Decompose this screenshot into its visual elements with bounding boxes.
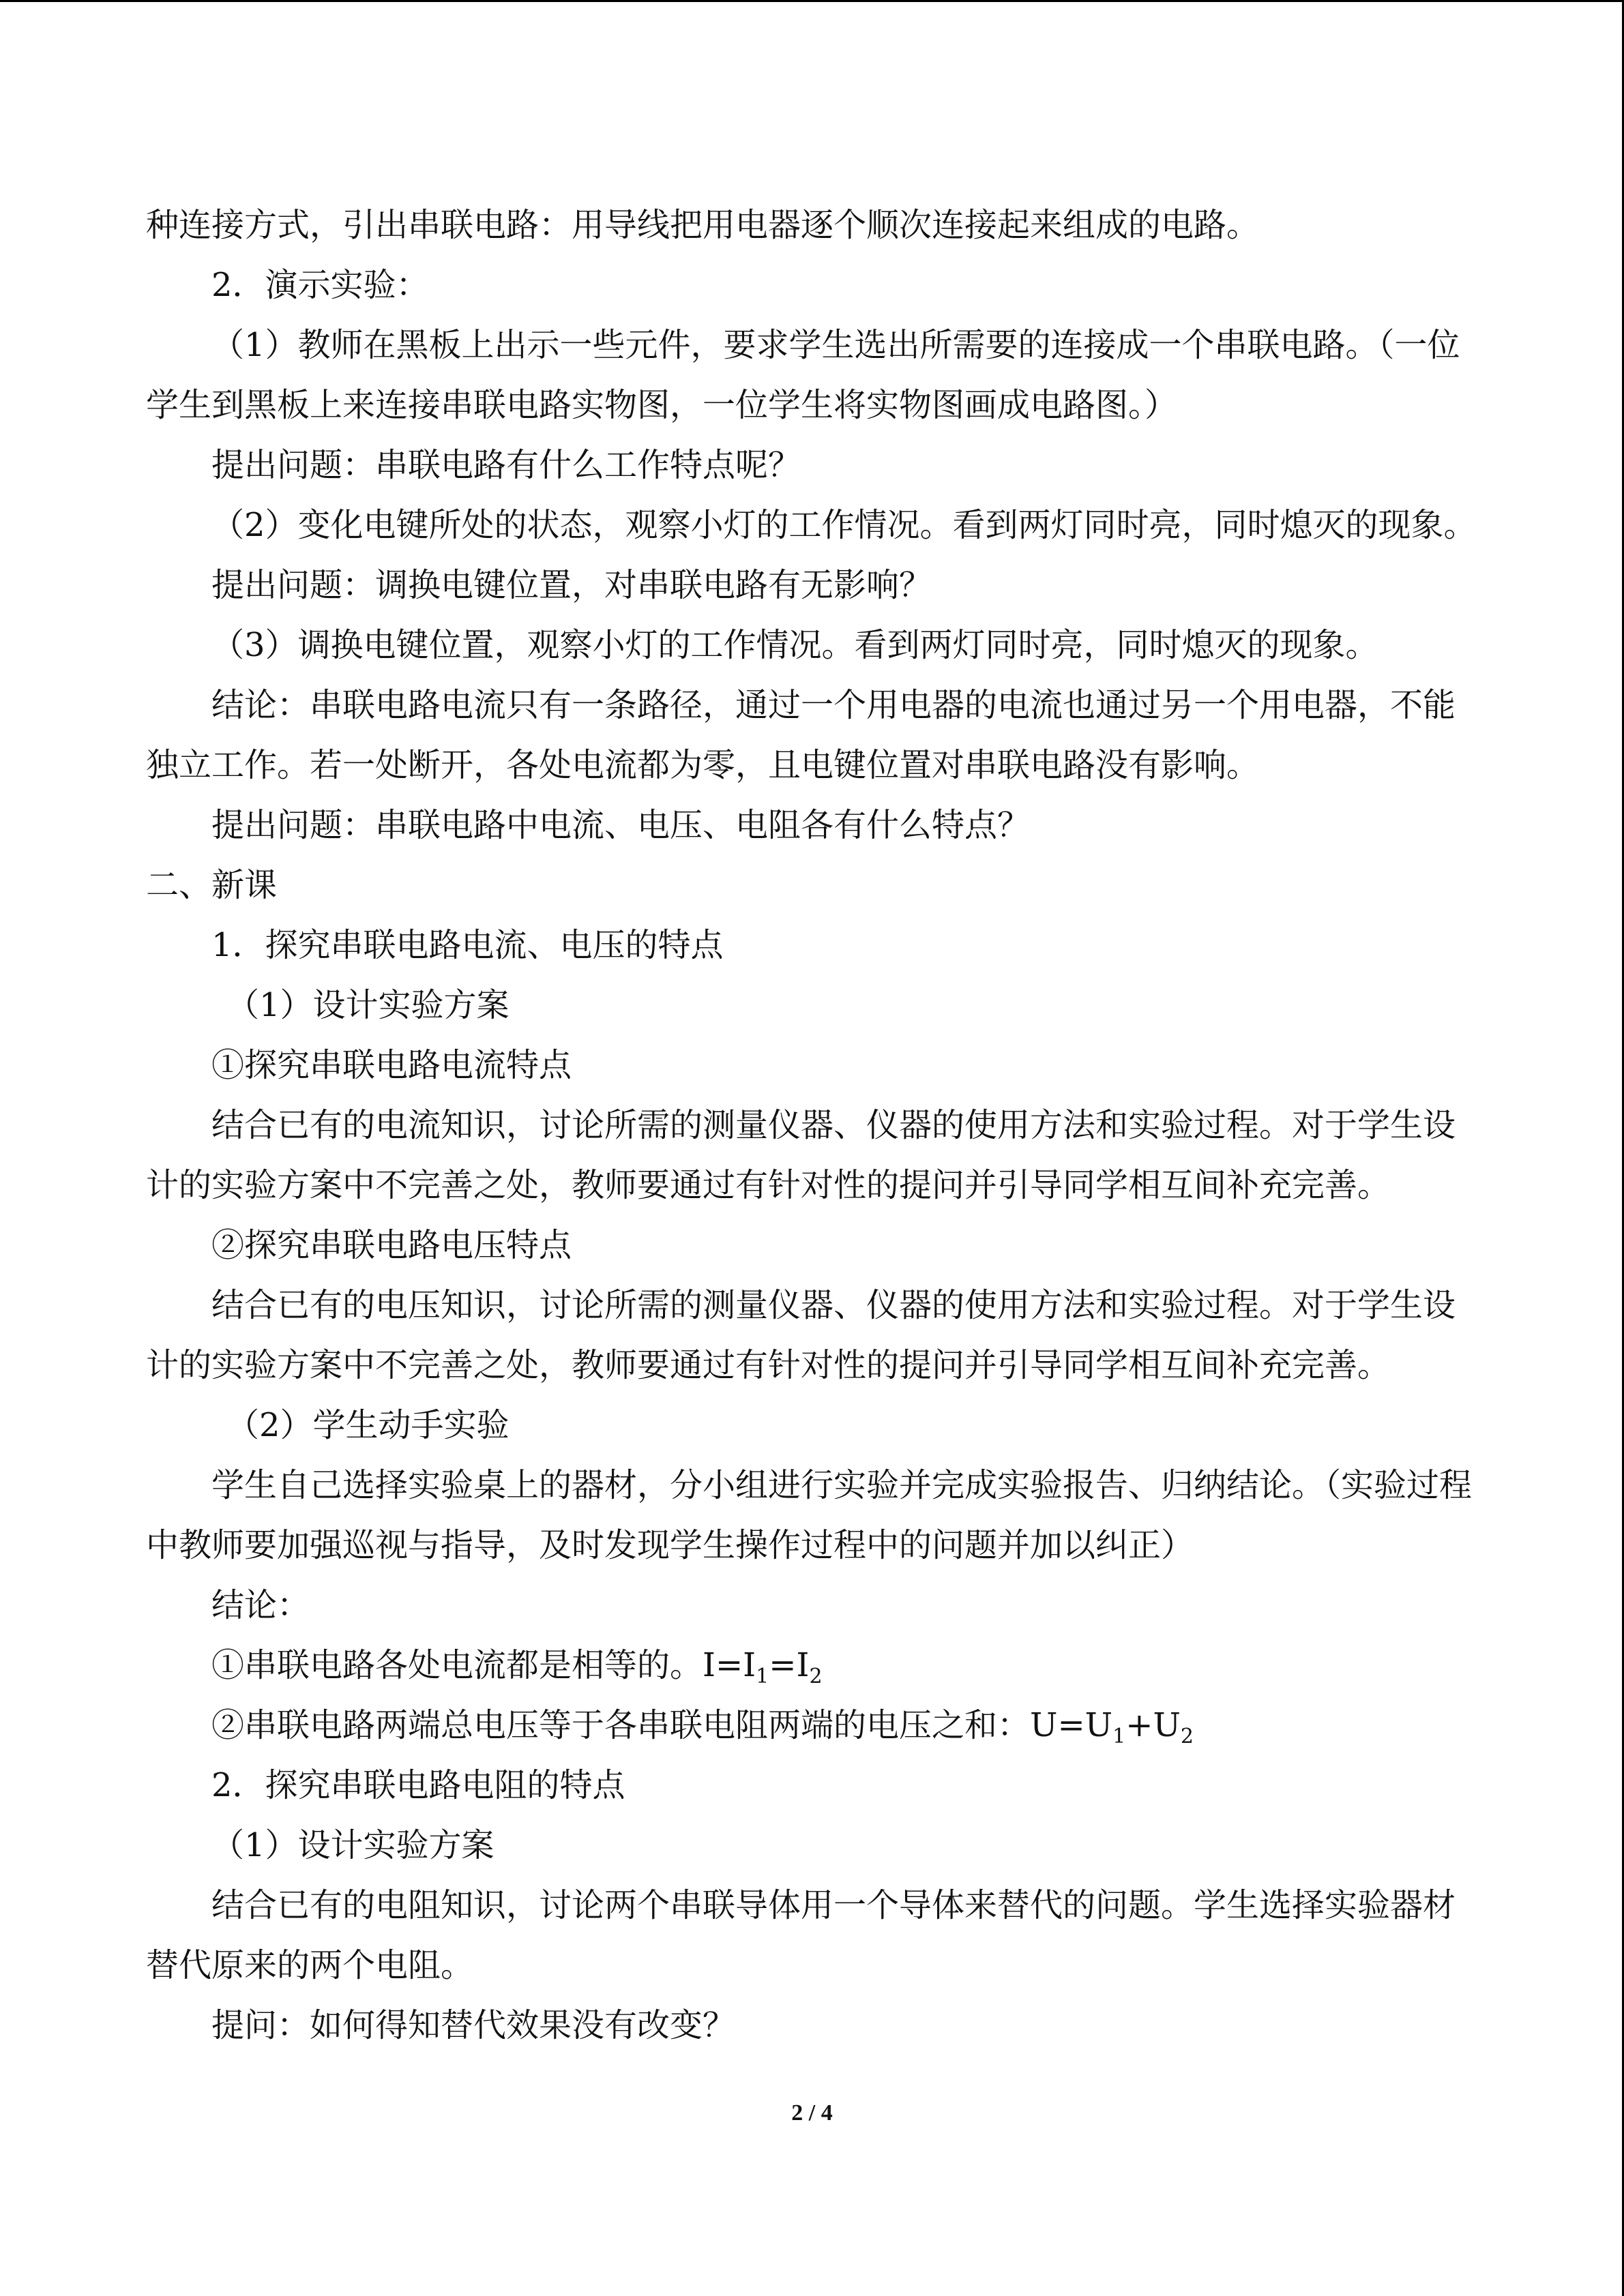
subsection-heading: 2．探究串联电路电阻的特点 [211, 1766, 625, 1804]
formula-text: +U [1125, 1706, 1181, 1744]
paragraph-line: （3）调换电键位置，观察小灯的工作情况。看到两灯同时亮，同时熄灭的现象。 [211, 626, 1378, 664]
subscript: 1 [756, 1665, 769, 1688]
formula-current [211, 1645, 823, 1686]
subscript: 2 [1180, 1725, 1194, 1748]
subsection-heading: （2）学生动手实验 [226, 1406, 510, 1444]
paragraph-line: 计的实验方案中不完善之处，教师要通过有针对性的提问并引导同学相互间补充完善。 [146, 1346, 1391, 1384]
conclusion-line: 结论：串联电路电流只有一条路径，通过一个用电器的电流也通过另一个用电器，不能 [211, 686, 1456, 724]
paragraph-line: 计的实验方案中不完善之处，教师要通过有针对性的提问并引导同学相互间补充完善。 [146, 1166, 1391, 1204]
question-line: 提出问题：串联电路有什么工作特点呢？ [211, 446, 801, 484]
paragraph-line: （2）变化电键所处的状态，观察小灯的工作情况。看到两灯同时亮，同时熄灭的现象。 [211, 506, 1477, 544]
conclusion-heading: 结论： [211, 1586, 310, 1624]
subsection-heading: 1．探究串联电路电流、电压的特点 [211, 926, 724, 964]
subscript: 1 [1112, 1725, 1126, 1748]
item-heading: ②探究串联电路电压特点 [211, 1226, 572, 1264]
question-line: 提出问题：调换电键位置，对串联电路有无影响？ [211, 566, 932, 604]
paragraph-line: （1）教师在黑板上出示一些元件，要求学生选出所需要的连接成一个串联电路。（一位 [211, 326, 1460, 364]
subsection-heading: （1）设计实验方案 [226, 986, 510, 1024]
section-heading: 2．演示实验： [211, 266, 429, 304]
subsection-heading: （1）设计实验方案 [211, 1826, 494, 1864]
paragraph-line: 中教师要加强巡视与指导，及时发现学生操作过程中的问题并加以纠正） [146, 1526, 1194, 1564]
paragraph-line: 独立工作。若一处断开，各处电流都为零，且电键位置对串联电路没有影响。 [146, 746, 1260, 784]
paragraph-line: 结合已有的电压知识，讨论所需的测量仪器、仪器的使用方法和实验过程。对于学生设 [211, 1286, 1456, 1324]
question-line: 提出问题：串联电路中电流、电压、电阻各有什么特点？ [211, 806, 1031, 844]
paragraph-line: 结合已有的电流知识，讨论所需的测量仪器、仪器的使用方法和实验过程。对于学生设 [211, 1106, 1456, 1144]
paragraph-line: 种连接方式，引出串联电路：用导线把用电器逐个顺次连接起来组成的电路。 [146, 206, 1260, 244]
formula-text: ②串联电路两端总电压等于各串联电阻两端的电压之和：U=U [211, 1706, 1113, 1744]
section-heading: 二、新课 [146, 866, 278, 904]
paragraph-line: 替代原来的两个电阻。 [146, 1946, 474, 1984]
formula-text: =I [769, 1646, 810, 1684]
page-number: 2 / 4 [791, 2100, 833, 2126]
paragraph-line: 学生到黑板上来连接串联电路实物图，一位学生将实物图画成电路图。） [146, 386, 1178, 424]
page-top-border [0, 0, 1624, 2]
formula-voltage [211, 1705, 1194, 1746]
formula-text: ①串联电路各处电流都是相等的。I=I [211, 1646, 756, 1684]
paragraph-line: 学生自己选择实验桌上的器材，分小组进行实验并完成实验报告、归纳结论。（实验过程 [211, 1466, 1473, 1504]
paragraph-line: 结合已有的电阻知识，讨论两个串联导体用一个导体来替代的问题。学生选择实验器材 [211, 1886, 1456, 1924]
subscript: 2 [809, 1665, 823, 1688]
question-line: 提问：如何得知替代效果没有改变？ [211, 2006, 736, 2044]
item-heading: ①探究串联电路电流特点 [211, 1046, 572, 1084]
